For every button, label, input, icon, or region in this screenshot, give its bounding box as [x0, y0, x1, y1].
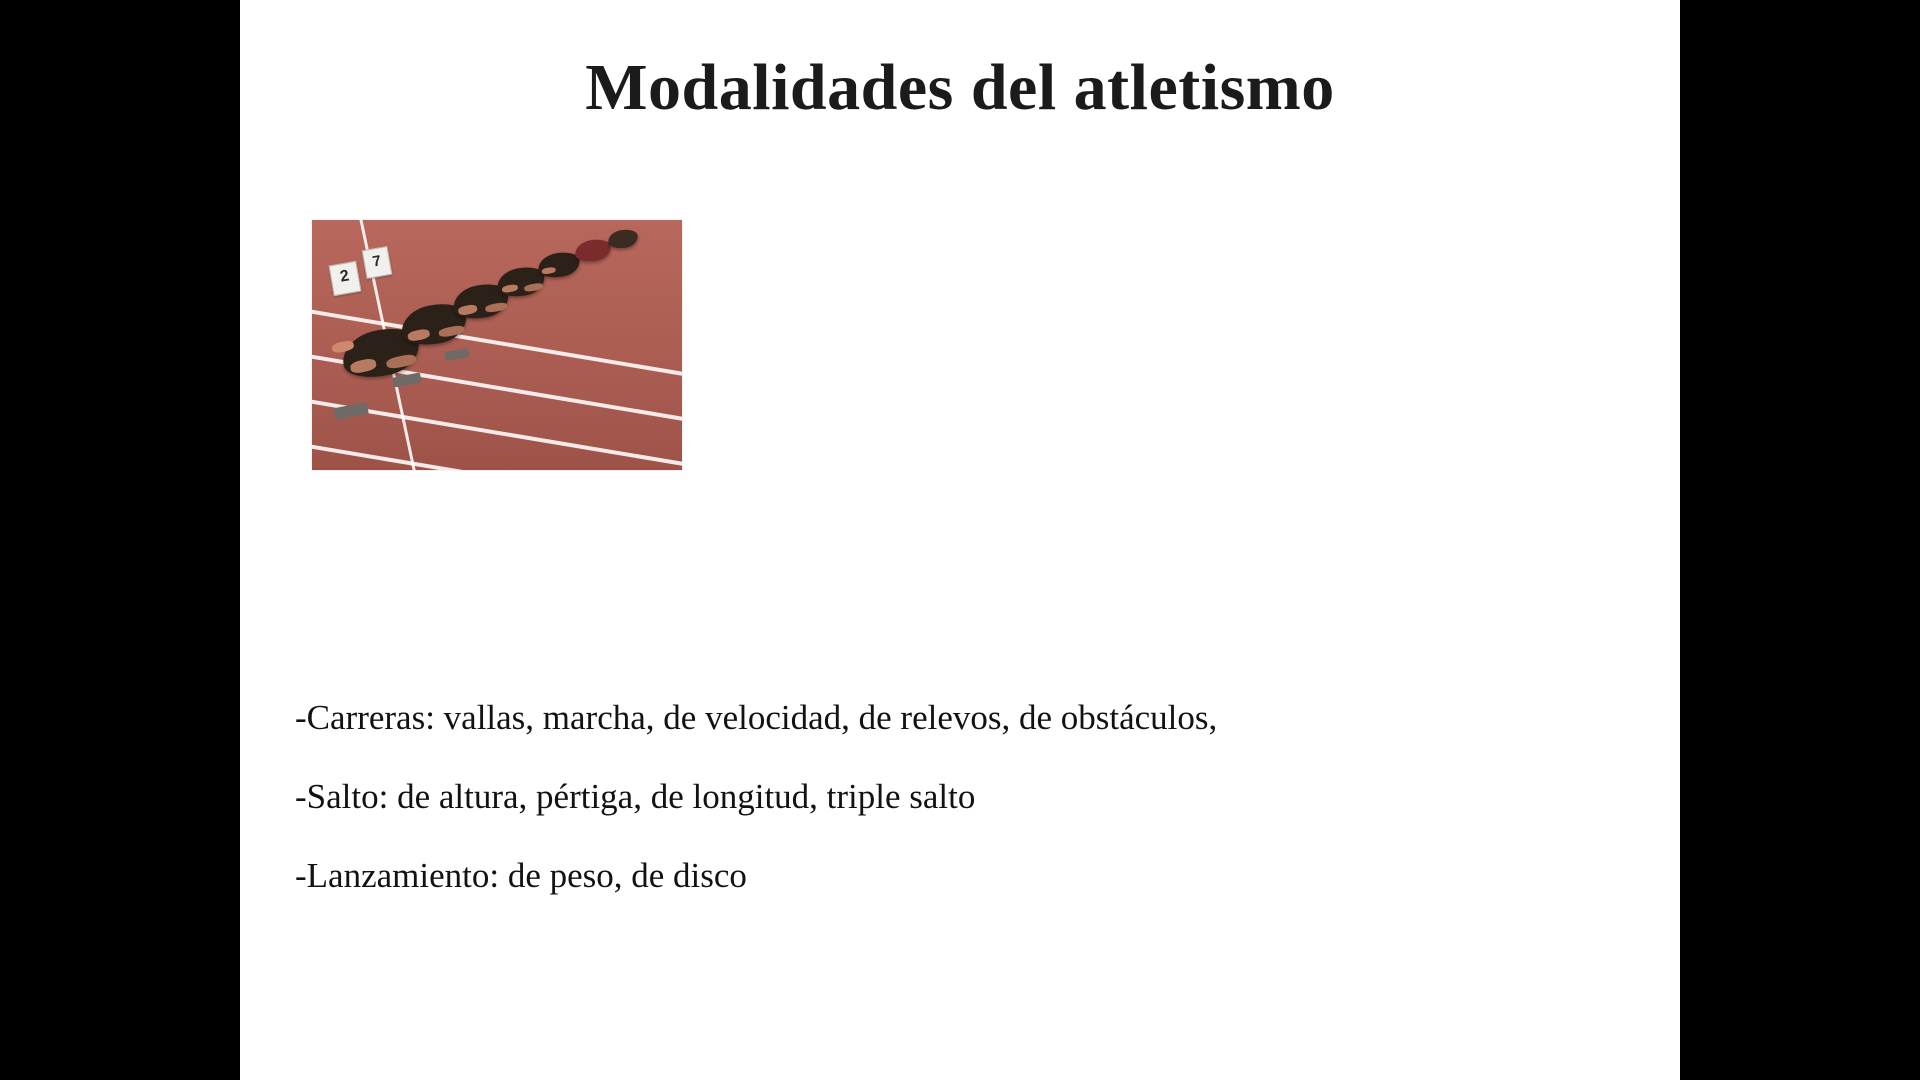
bullet-line-carreras: -Carreras: vallas, marcha, de velocidad, de relevos, de obstáculos, — [295, 698, 1218, 737]
bullet-line-salto: -Salto: de altura, pértiga, de longitud, triple salto — [295, 777, 976, 816]
slide-body — [295, 700, 1635, 893]
page-title: Modalidades del atletismo — [585, 51, 1335, 124]
runner — [573, 237, 612, 263]
runner — [607, 228, 639, 250]
bib-number: 2 — [328, 260, 361, 295]
bib-number: 7 — [361, 245, 392, 278]
slide-canvas — [240, 0, 1680, 1080]
sprinters-start-photo — [312, 220, 682, 470]
bullet-line-lanzamiento: -Lanzamiento: de peso, de disco — [295, 856, 747, 895]
